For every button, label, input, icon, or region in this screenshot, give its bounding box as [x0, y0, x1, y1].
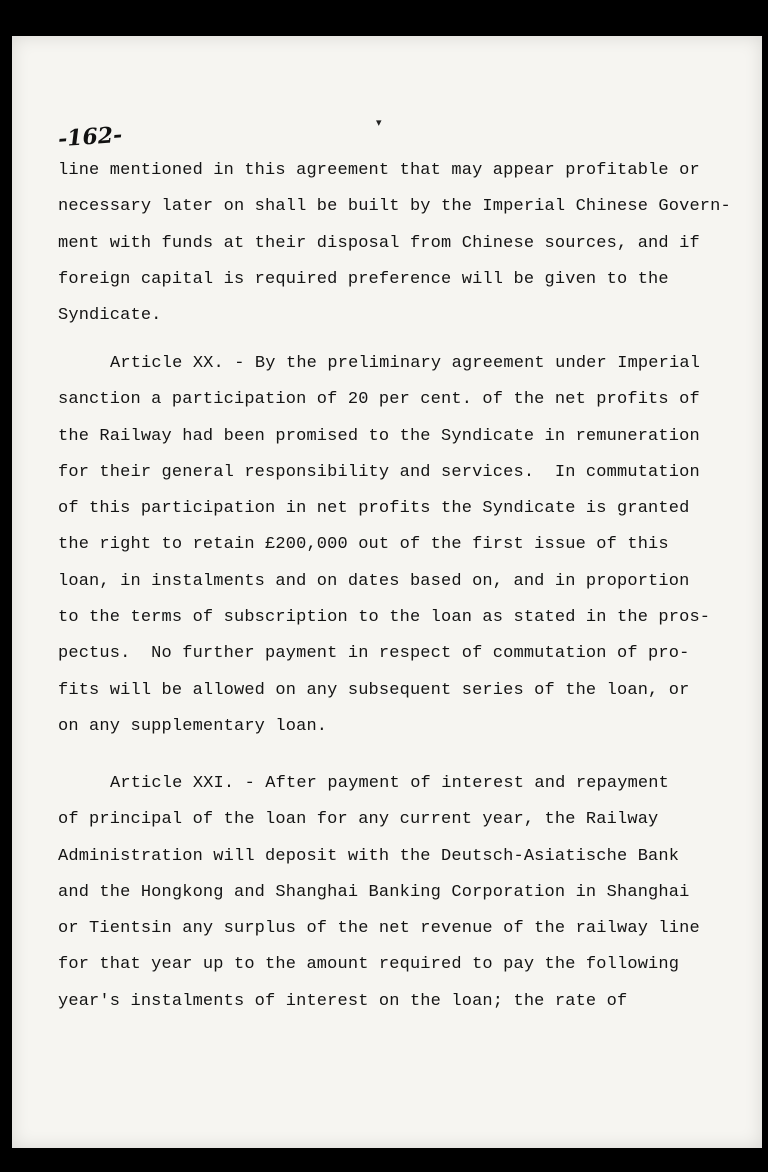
- text-line: the Railway had been promised to the Syndicate in remuneration: [58, 426, 700, 446]
- text-line: fits will be allowed on any subsequent series of the loan, or: [58, 680, 690, 700]
- text-line: to the terms of subscription to the loan as stated in the pros-: [58, 608, 711, 628]
- paragraph-continuation: [58, 153, 758, 334]
- paragraph-article-xxi: [58, 766, 758, 1020]
- text-line: foreign capital is required preference will be given to the: [58, 269, 669, 289]
- page-number: -162-: [57, 121, 124, 153]
- paragraph-article-xx: [58, 346, 758, 745]
- text-line: for that year up to the amount required to pay the following: [58, 955, 680, 975]
- text-line: for their general responsibility and services. In commutation: [58, 462, 700, 482]
- text-line: year's instalments of interest on the loan; the rate of: [58, 991, 628, 1011]
- text-line: or Tientsin any surplus of the net revenue of the railway line: [58, 919, 700, 939]
- text-line: ment with funds at their disposal from Chinese sources, and if: [58, 233, 700, 253]
- text-line: of principal of the loan for any current year, the Railway: [58, 810, 659, 830]
- text-line: Article XXI. - After payment of interest and repayment: [110, 774, 669, 793]
- text-line: Syndicate.: [58, 306, 162, 326]
- text-line: pectus. No further payment in respect of commutation of pro-: [58, 644, 690, 664]
- margin-mark: ▾: [376, 116, 382, 129]
- document-page: [12, 36, 762, 1148]
- text-line: sanction a participation of 20 per cent. of the net profits of: [58, 390, 700, 410]
- text-line: on any supplementary loan.: [58, 716, 328, 736]
- text-line: loan, in instalments and on dates based on, and in proportion: [58, 571, 690, 591]
- text-line: and the Hongkong and Shanghai Banking Corporation in Shanghai: [58, 882, 690, 902]
- text-line: Article XX. - By the preliminary agreement under Imperial: [110, 354, 701, 373]
- text-line: necessary later on shall be built by the Imperial Chinese Govern-: [58, 197, 731, 217]
- text-line: the right to retain £200,000 out of the first issue of this: [58, 535, 669, 555]
- text-line: line mentioned in this agreement that may appear profitable or: [58, 161, 700, 180]
- text-line: of this participation in net profits the Syndicate is granted: [58, 499, 690, 519]
- text-line: Administration will deposit with the Deutsch-Asiatische Bank: [58, 846, 680, 866]
